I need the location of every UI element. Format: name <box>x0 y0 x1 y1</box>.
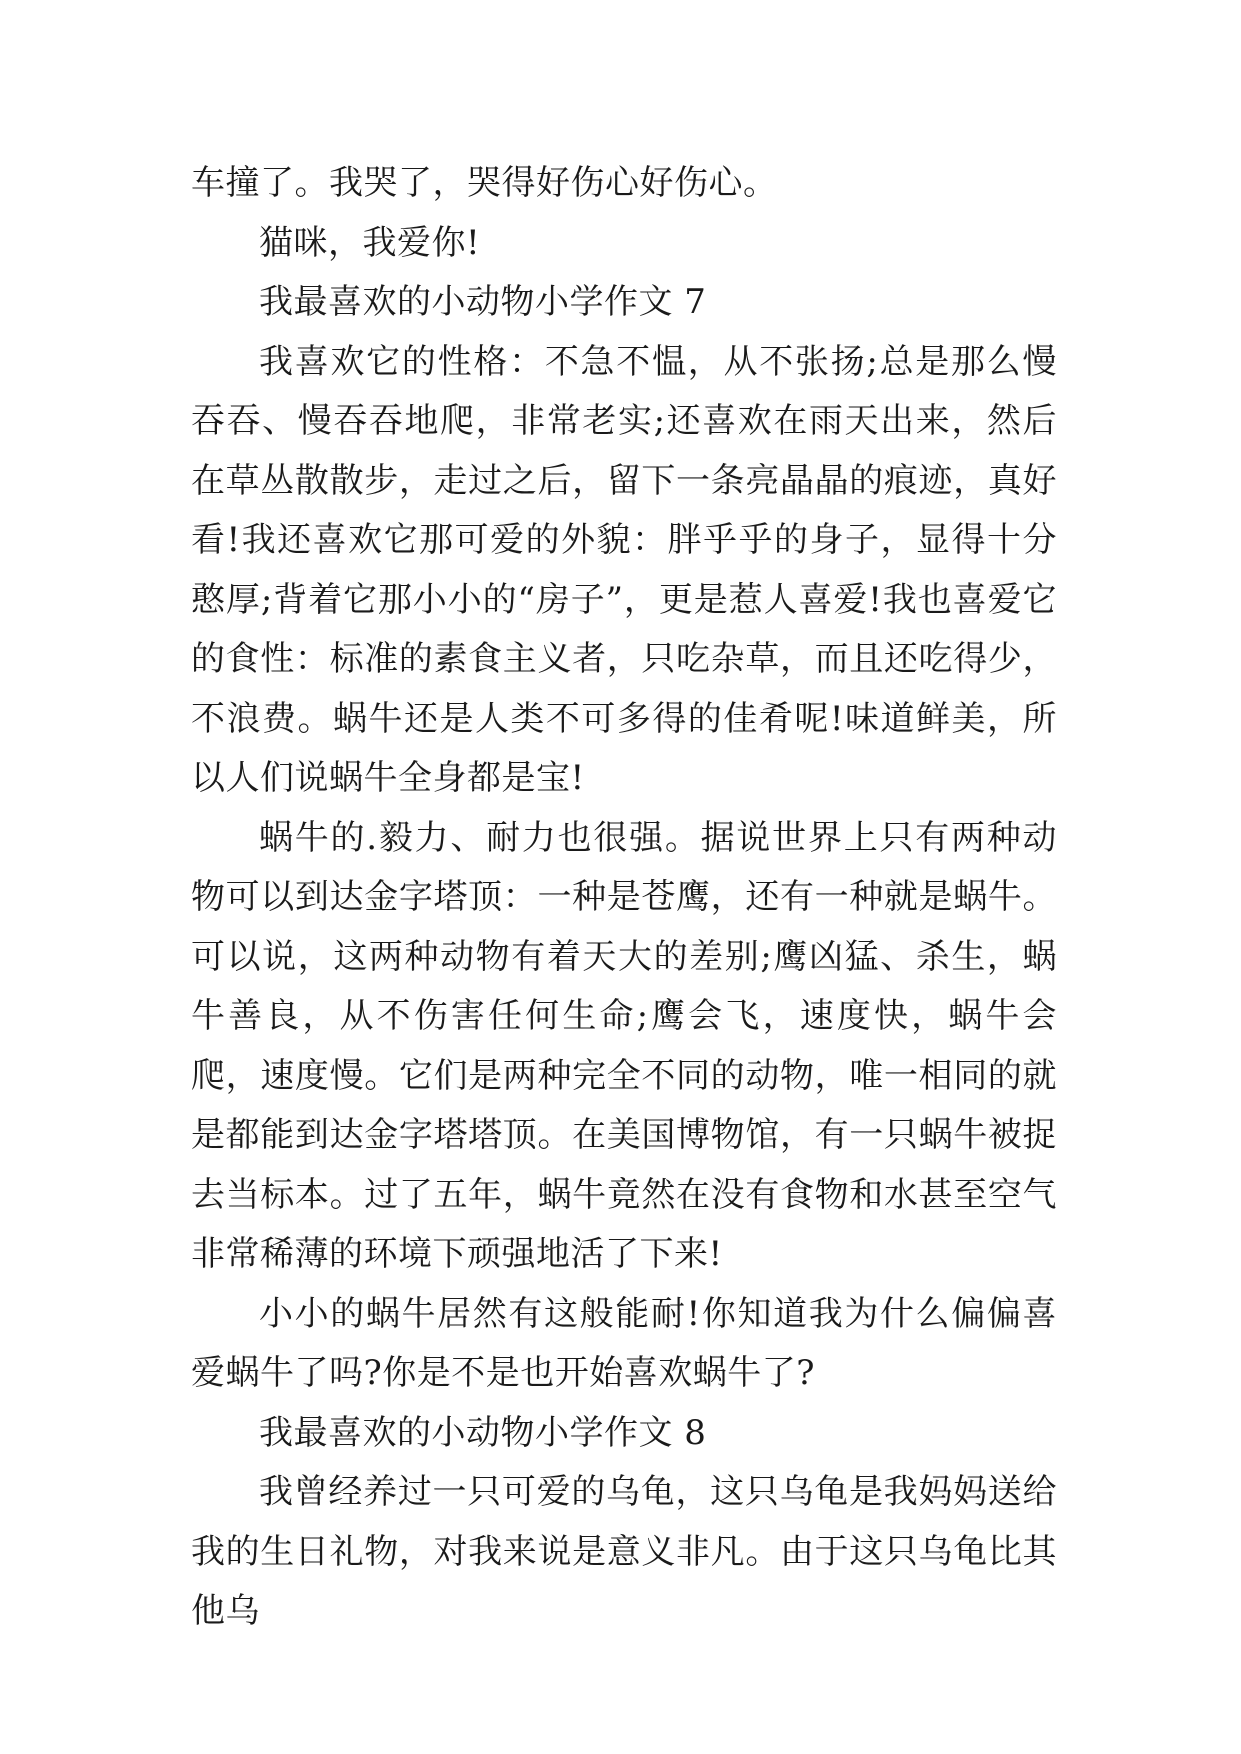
section-heading: 我最喜欢的小动物小学作文 8 <box>259 1412 707 1453</box>
paragraph: 我喜欢它的性格：不急不愠，从不张扬;总是那么慢吞吞、慢吞吞地爬，非常老实;还喜欢在雨天出来，然后在草丛散散步，走过之后，留下一条亮晶晶的痕迹，真好看!我还喜欢它那可爱的外貌：胖乎乎的身子，显得十分憨厚;背着它那小小的“房子”，更是惹人喜爱!我也喜爱它的食性：标准的素食主义者，只吃杂草，而且还吃得少，不浪费。蜗牛还是人类不可多得的佳肴呢!味道鲜美，所以人们说蜗牛全身都是宝! <box>191 341 1057 798</box>
document-body <box>191 154 1057 1642</box>
section-heading: 我最喜欢的小动物小学作文 7 <box>259 282 707 322</box>
paragraph: 蜗牛的.毅力、耐力也很强。据说世界上只有两种动物可以到达金字塔顶：一种是苍鹰，还有一种就是蜗牛。可以说，这两种动物有着天大的差别;鹰凶猛、杀生，蜗牛善良，从不伤害任何生命;鹰会飞，速度快，蜗牛会爬，速度慢。它们是两种完全不同的动物，唯一相同的就是都能到达金字塔塔顶。在美国博物馆，有一只蜗牛被捉去当标本。过了五年，蜗牛竟然在没有食物和水甚至空气非常稀薄的环境下顽强地活了下来! <box>191 817 1057 1274</box>
paragraph: 车撞了。我哭了，哭得好伤心好伤心。 <box>191 163 778 203</box>
paragraph: 猫咪，我爱你! <box>259 222 481 263</box>
paragraph: 小小的蜗牛居然有这般能耐!你知道我为什么偏偏喜爱蜗牛了吗?你是不是也开始喜欢蜗牛了? <box>191 1293 1057 1393</box>
paragraph: 我曾经养过一只可爱的乌龟，这只乌龟是我妈妈送给我的生日礼物，对我来说是意义非凡。由于这只乌龟比其他乌 <box>191 1472 1057 1631</box>
